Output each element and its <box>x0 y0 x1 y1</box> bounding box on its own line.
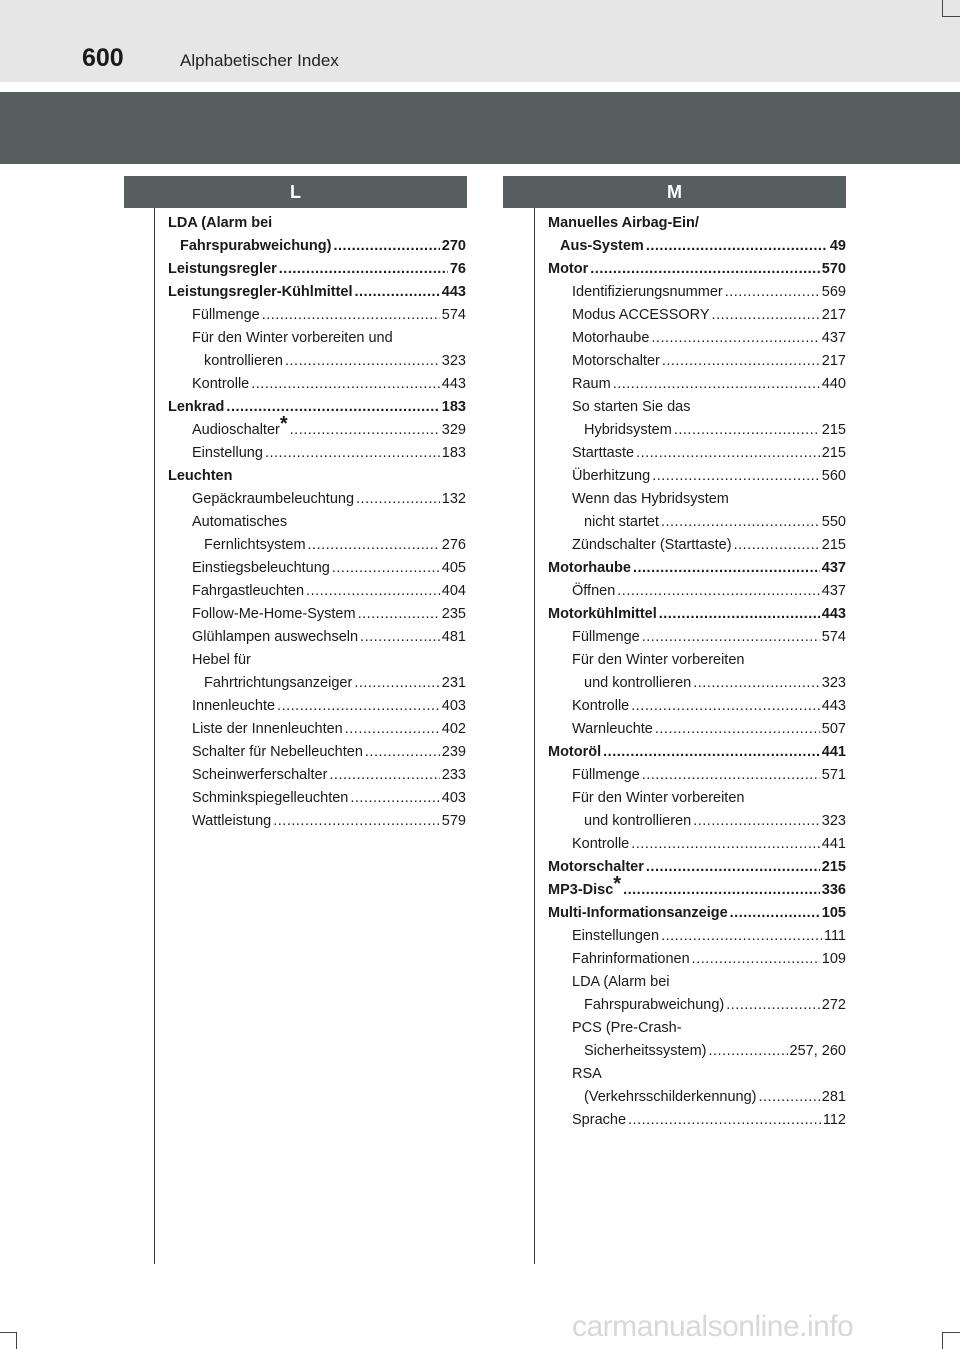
dot-leader <box>358 603 440 626</box>
watermark: carmanualsonline.info <box>572 1310 854 1343</box>
index-entry <box>168 695 466 718</box>
page-reference: 215 <box>821 445 846 461</box>
page-reference: 403 <box>441 698 466 714</box>
crop-mark <box>0 1332 16 1333</box>
index-entry <box>548 534 846 557</box>
page-reference: 276 <box>441 537 466 553</box>
page-reference: 231 <box>441 675 466 691</box>
index-entry <box>548 810 846 833</box>
dot-leader <box>726 994 820 1017</box>
index-entry <box>548 442 846 465</box>
index-term: Füllmenge <box>572 629 640 645</box>
page-reference: 507 <box>821 721 846 737</box>
index-entry <box>548 350 846 373</box>
page-reference: 574 <box>821 629 846 645</box>
crop-mark <box>942 16 960 17</box>
index-term: und kontrollieren <box>584 675 692 691</box>
dot-leader <box>623 879 820 902</box>
dot-leader <box>285 350 440 373</box>
index-entry <box>548 603 846 626</box>
index-entry <box>168 442 466 465</box>
index-entry <box>168 741 466 764</box>
page-reference: 550 <box>821 514 846 530</box>
index-entry <box>548 971 846 994</box>
dot-leader <box>262 304 440 327</box>
page-reference: 76 <box>449 261 466 277</box>
index-term: Motorhaube <box>548 560 631 576</box>
page-reference: 569 <box>821 284 846 300</box>
column-divider-left <box>154 208 155 1264</box>
index-term: Schalter für Nebelleuchten <box>192 744 363 760</box>
index-term: So starten Sie das <box>572 399 691 415</box>
dot-leader <box>354 672 439 695</box>
page-reference: 440 <box>821 376 846 392</box>
crop-mark <box>942 1332 960 1333</box>
index-term: Liste der Innenleuchten <box>192 721 343 737</box>
index-entry <box>548 557 846 580</box>
dot-leader <box>646 235 828 258</box>
page-reference: 111 <box>823 928 846 944</box>
index-term: Öffnen <box>572 583 616 599</box>
dot-leader <box>350 787 439 810</box>
index-term: Leistungsregler <box>168 261 277 277</box>
index-entry <box>548 626 846 649</box>
index-term: und kontrollieren <box>584 813 692 829</box>
dot-leader <box>730 902 820 925</box>
index-entry <box>548 1040 846 1063</box>
index-term: Audioschalter <box>192 422 280 438</box>
page-reference: 441 <box>821 836 846 852</box>
dot-leader <box>332 557 440 580</box>
page-reference: 215 <box>821 859 846 875</box>
index-term: LDA (Alarm bei <box>572 974 670 990</box>
index-term: Fernlichtsystem <box>204 537 306 553</box>
index-term: Hebel für <box>192 652 251 668</box>
index-entry <box>548 235 846 258</box>
index-entry <box>548 212 846 235</box>
page-number: 600 <box>82 44 124 72</box>
index-entry <box>168 488 466 511</box>
page-reference: 336 <box>821 882 846 898</box>
page-reference: 405 <box>441 560 466 576</box>
page-reference: 443 <box>441 376 466 392</box>
dot-leader <box>308 534 440 557</box>
dot-leader <box>590 258 820 281</box>
index-term: Füllmenge <box>572 767 640 783</box>
index-entry <box>168 810 466 833</box>
index-term: Einstellungen <box>572 928 660 944</box>
dot-leader <box>692 948 820 971</box>
dot-leader <box>655 718 820 741</box>
page-reference: 217 <box>821 307 846 323</box>
page-reference: 404 <box>441 583 466 599</box>
index-entry <box>548 764 846 787</box>
page-reference: 441 <box>821 744 846 760</box>
index-term: Motorschalter <box>548 859 644 875</box>
dot-leader <box>693 810 820 833</box>
index-term: Überhitzung <box>572 468 651 484</box>
dot-leader <box>628 1109 821 1132</box>
dot-leader <box>725 281 820 304</box>
index-term: Warnleuchte <box>572 721 653 737</box>
dot-leader <box>631 695 820 718</box>
index-entry <box>548 1063 846 1086</box>
page-reference: 239 <box>441 744 466 760</box>
index-entry <box>548 373 846 396</box>
index-term: Motorkühlmittel <box>548 606 657 622</box>
index-entry <box>548 902 846 925</box>
index-term: Glühlampen auswechseln <box>192 629 359 645</box>
index-term: Scheinwerferschalter <box>192 767 328 783</box>
index-term: Schminkspiegelleuchten <box>192 790 349 806</box>
page-reference: 560 <box>821 468 846 484</box>
index-term: Einstellung <box>192 445 263 461</box>
index-term: Für den Winter vorbereiten <box>572 790 745 806</box>
dot-leader <box>712 304 820 327</box>
index-term: Einstiegsbeleuchtung <box>192 560 330 576</box>
page-reference: 215 <box>821 537 846 553</box>
index-term: PCS (Pre-Crash- <box>572 1020 682 1036</box>
page-reference: 217 <box>821 353 846 369</box>
dot-leader <box>758 1086 819 1109</box>
page-reference: 329 <box>441 422 466 438</box>
index-entry <box>168 258 466 281</box>
index-entry <box>168 557 466 580</box>
page-reference: 579 <box>441 813 466 829</box>
index-entry <box>548 833 846 856</box>
index-entry <box>168 511 466 534</box>
index-term: Motorschalter <box>572 353 660 369</box>
dot-leader <box>306 580 440 603</box>
page-reference: 257, 260 <box>789 1043 846 1059</box>
index-entry <box>548 1017 846 1040</box>
index-entry <box>168 373 466 396</box>
dot-leader <box>355 281 440 304</box>
index-term: nicht startet <box>584 514 659 530</box>
index-entry <box>168 281 466 304</box>
index-term: Kontrolle <box>192 376 250 392</box>
dot-leader <box>333 235 439 258</box>
index-term: Fahrspurabweichung) <box>584 997 725 1013</box>
index-entry <box>548 281 846 304</box>
header-band <box>0 92 960 164</box>
page-reference: 570 <box>821 261 846 277</box>
page-reference: 574 <box>441 307 466 323</box>
page-reference: 323 <box>821 813 846 829</box>
crop-mark <box>942 1332 943 1349</box>
index-entry <box>548 304 846 327</box>
page-reference: 183 <box>441 445 466 461</box>
page-reference: 323 <box>821 675 846 691</box>
index-entry: Audioschalter * ..... 329 <box>168 419 466 442</box>
dot-leader <box>273 810 440 833</box>
page-header <box>0 0 960 82</box>
index-entry <box>548 925 846 948</box>
index-term: kontrollieren <box>204 353 283 369</box>
dot-leader <box>329 764 439 787</box>
section-letter-l: L <box>124 176 467 208</box>
index-column-m <box>548 212 846 1132</box>
index-term: Füllmenge <box>192 307 260 323</box>
index-entry <box>548 741 846 764</box>
page-reference: 49 <box>829 238 846 254</box>
dot-leader <box>659 603 820 626</box>
dot-leader <box>277 695 440 718</box>
dot-leader <box>617 580 820 603</box>
index-term: Wenn das Hybridsystem <box>572 491 729 507</box>
dot-leader <box>646 856 820 879</box>
index-term: (Verkehrsschilderkennung) <box>584 1089 757 1105</box>
index-entry <box>548 1109 846 1132</box>
index-term: Identifizierungsnummer <box>572 284 723 300</box>
page-reference: 109 <box>821 951 846 967</box>
dot-leader <box>693 672 820 695</box>
dot-leader <box>734 534 820 557</box>
index-term: Raum <box>572 376 611 392</box>
index-entry <box>548 465 846 488</box>
dot-leader <box>631 833 820 856</box>
section-letter-m: M <box>503 176 846 208</box>
page-reference: 105 <box>821 905 846 921</box>
index-entry <box>548 672 846 695</box>
dot-leader <box>603 741 820 764</box>
dot-leader <box>345 718 440 741</box>
index-entry <box>548 994 846 1017</box>
index-term: Manuelles Airbag-Ein/ <box>548 215 699 231</box>
index-entry <box>168 787 466 810</box>
index-term: Leuchten <box>168 468 233 484</box>
index-term: RSA <box>572 1066 602 1082</box>
index-term: Motor <box>548 261 589 277</box>
index-entry <box>168 718 466 741</box>
index-term: MP3-Disc <box>548 882 614 898</box>
crop-mark <box>16 1332 17 1349</box>
index-entry <box>168 672 466 695</box>
page-reference: 437 <box>821 560 846 576</box>
index-term: Fahrinformationen <box>572 951 690 967</box>
index-term: Fahrtrichtungsanzeiger <box>204 675 353 691</box>
page-reference: 132 <box>441 491 466 507</box>
page-reference: 402 <box>441 721 466 737</box>
dot-leader <box>652 465 820 488</box>
crop-mark <box>942 0 943 16</box>
index-term: Kontrolle <box>572 836 630 852</box>
page-reference: 281 <box>821 1089 846 1105</box>
dot-leader <box>265 442 440 465</box>
page-title: Alphabetischer Index <box>180 51 339 70</box>
index-entry <box>548 511 846 534</box>
index-entry <box>548 258 846 281</box>
index-term: Innenleuchte <box>192 698 276 714</box>
index-term: LDA (Alarm bei <box>168 215 273 231</box>
index-entry <box>548 856 846 879</box>
index-term: Motoröl <box>548 744 602 760</box>
index-term: Follow-Me-Home-System <box>192 606 356 622</box>
page-reference: 403 <box>441 790 466 806</box>
index-term: Gepäckraumbeleuchtung <box>192 491 355 507</box>
dot-leader <box>290 419 440 442</box>
index-term: Multi-Informationsanzeige <box>548 905 728 921</box>
index-term: Kontrolle <box>572 698 630 714</box>
index-term: Fahrspurabweichung) <box>180 238 332 254</box>
index-term: Fahrgastleuchten <box>192 583 305 599</box>
dot-leader <box>356 488 440 511</box>
index-entry <box>168 235 466 258</box>
index-term: Modus ACCESSORY <box>572 307 710 323</box>
index-term: Aus-System <box>560 238 644 254</box>
index-column-l <box>168 212 466 833</box>
index-entry <box>548 718 846 741</box>
index-term: Motorhaube <box>572 330 650 346</box>
dot-leader <box>708 1040 787 1063</box>
page-reference: 112 <box>822 1112 846 1128</box>
index-entry <box>548 580 846 603</box>
column-divider-right <box>534 208 535 1264</box>
page-reference: 272 <box>821 997 846 1013</box>
index-term: Leistungsregler-Kühlmittel <box>168 284 353 300</box>
index-entry <box>548 695 846 718</box>
index-entry <box>168 764 466 787</box>
index-entry <box>548 787 846 810</box>
dot-leader <box>651 327 819 350</box>
dot-leader <box>662 350 820 373</box>
index-entry <box>168 327 466 350</box>
index-term: Sprache <box>572 1112 627 1128</box>
page-reference: 215 <box>821 422 846 438</box>
page-reference: 443 <box>821 698 846 714</box>
page-reference: 233 <box>441 767 466 783</box>
page-reference: 323 <box>441 353 466 369</box>
dot-leader <box>642 626 820 649</box>
index-entry <box>168 603 466 626</box>
page-reference: 235 <box>441 606 466 622</box>
dot-leader <box>360 626 440 649</box>
index-term: Sicherheitssystem) <box>584 1043 707 1059</box>
index-term: Für den Winter vorbereiten und <box>192 330 393 346</box>
page-reference: 443 <box>821 606 846 622</box>
index-entry <box>168 304 466 327</box>
page-reference: 183 <box>441 399 466 415</box>
index-entry <box>548 396 846 419</box>
index-entry <box>168 465 466 488</box>
index-entry <box>548 327 846 350</box>
index-entry <box>168 396 466 419</box>
index-entry <box>168 350 466 373</box>
dot-leader <box>251 373 440 396</box>
index-entry <box>548 948 846 971</box>
index-entry <box>168 534 466 557</box>
page-reference: 437 <box>821 330 846 346</box>
index-term: Hybridsystem <box>584 422 672 438</box>
index-entry <box>168 212 466 235</box>
index-entry <box>548 419 846 442</box>
dot-leader <box>636 442 820 465</box>
dot-leader <box>633 557 820 580</box>
index-term: Lenkrad <box>168 399 225 415</box>
dot-leader <box>365 741 440 764</box>
index-entry <box>548 488 846 511</box>
page-reference: 270 <box>441 238 466 254</box>
index-term: Für den Winter vorbereiten <box>572 652 745 668</box>
index-term: Wattleistung <box>192 813 272 829</box>
page-reference: 481 <box>441 629 466 645</box>
page-reference: 571 <box>821 767 846 783</box>
dot-leader <box>661 511 820 534</box>
page-reference: 443 <box>441 284 466 300</box>
index-term: Starttaste <box>572 445 635 461</box>
page-reference: 437 <box>821 583 846 599</box>
dot-leader <box>613 373 820 396</box>
index-term: Zündschalter (Starttaste) <box>572 537 732 553</box>
index-entry <box>168 626 466 649</box>
dot-leader <box>661 925 822 948</box>
dot-leader <box>642 764 820 787</box>
index-term: Automatisches <box>192 514 288 530</box>
index-entry <box>548 1086 846 1109</box>
index-entry <box>548 649 846 672</box>
index-entry <box>168 649 466 672</box>
index-entry <box>168 580 466 603</box>
index-entry: MP3-Disc * ..... 336 <box>548 879 846 902</box>
dot-leader <box>279 258 448 281</box>
dot-leader <box>226 396 439 419</box>
dot-leader <box>674 419 820 442</box>
